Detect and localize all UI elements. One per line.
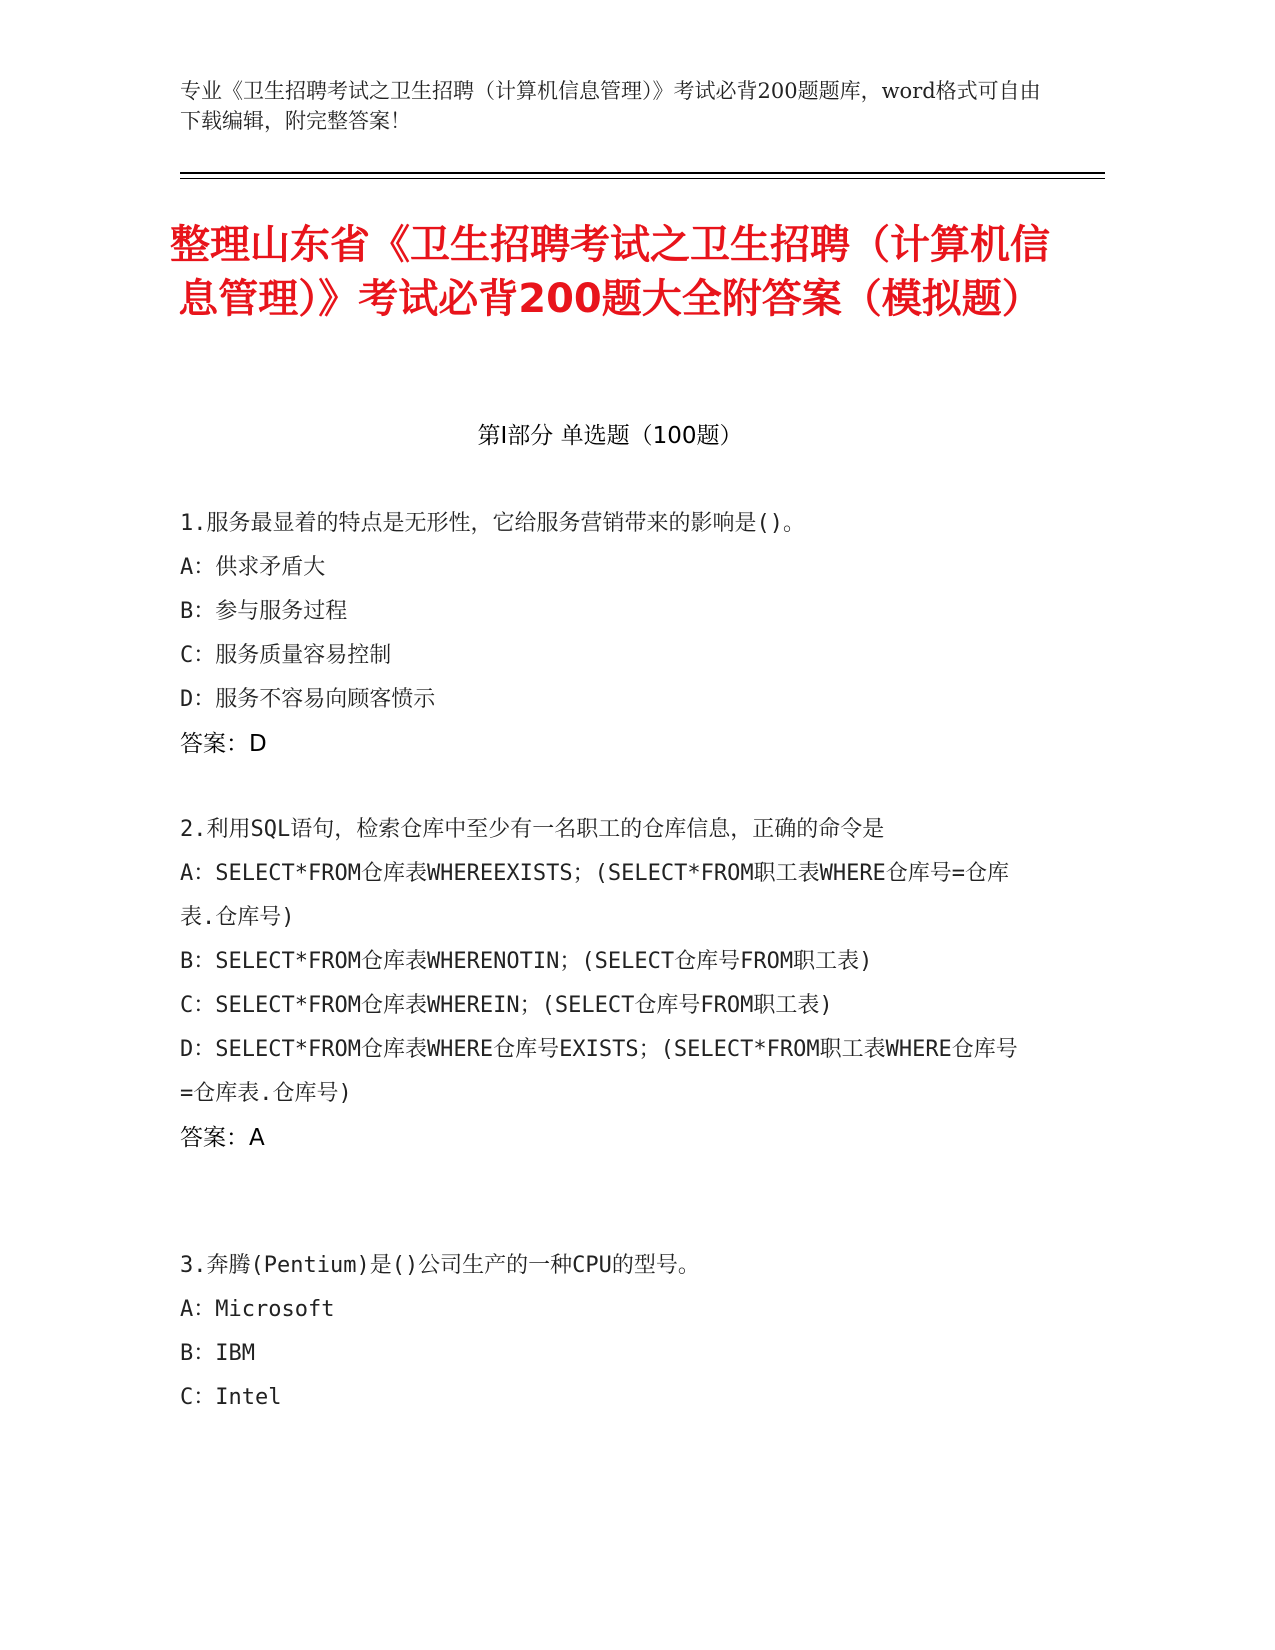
section-heading: 第Ⅰ部分 单选题（100题） (477, 423, 743, 449)
answer: 答案：A (180, 1125, 265, 1151)
option-a: A：SELECT*FROM仓库表WHEREEXISTS；(SELECT*FROM职工表WHERE仓库号=仓库表.仓库号) (180, 861, 1010, 930)
option-b: B：SELECT*FROM仓库表WHERENOTIN；(SELECT仓库号FROM职工表) (180, 949, 873, 974)
question-1 (180, 502, 1030, 766)
header-rule-thick (180, 172, 1105, 174)
option-d: D：服务不容易向顾客愤示 (180, 687, 436, 712)
question-3 (180, 1244, 1030, 1420)
document-title: 整理山东省《卫生招聘考试之卫生招聘（计算机信息管理）》考试必背200题大全附答案（模拟题） (170, 222, 1050, 322)
option-c: C：服务质量容易控制 (180, 643, 392, 668)
question-stem: 1.服务最显着的特点是无形性，它给服务营销带来的影响是()。 (180, 511, 805, 536)
option-c: C：SELECT*FROM仓库表WHEREIN；(SELECT仓库号FROM职工表) (180, 993, 833, 1018)
option-a: A：Microsoft (180, 1297, 335, 1322)
header-rule-thin (180, 178, 1105, 179)
option-d: D：SELECT*FROM仓库表WHERE仓库号EXISTS；(SELECT*FROM职工表WHERE仓库号=仓库表.仓库号) (180, 1037, 1018, 1106)
header-note: 专业《卫生招聘考试之卫生招聘（计算机信息管理）》考试必背200题题库，word格式可自由下载编辑，附完整答案！ (180, 79, 1041, 133)
question-stem: 2.利用SQL语句，检索仓库中至少有一名职工的仓库信息，正确的命令是 (180, 817, 885, 842)
question-2 (180, 808, 1030, 1160)
option-b: B：IBM (180, 1341, 255, 1366)
question-stem: 3.奔腾(Pentium)是()公司生产的一种CPU的型号。 (180, 1253, 700, 1278)
option-b: B：参与服务过程 (180, 599, 348, 624)
option-a: A：供求矛盾大 (180, 555, 326, 580)
option-c: C：Intel (180, 1385, 282, 1410)
answer: 答案：D (180, 731, 267, 757)
